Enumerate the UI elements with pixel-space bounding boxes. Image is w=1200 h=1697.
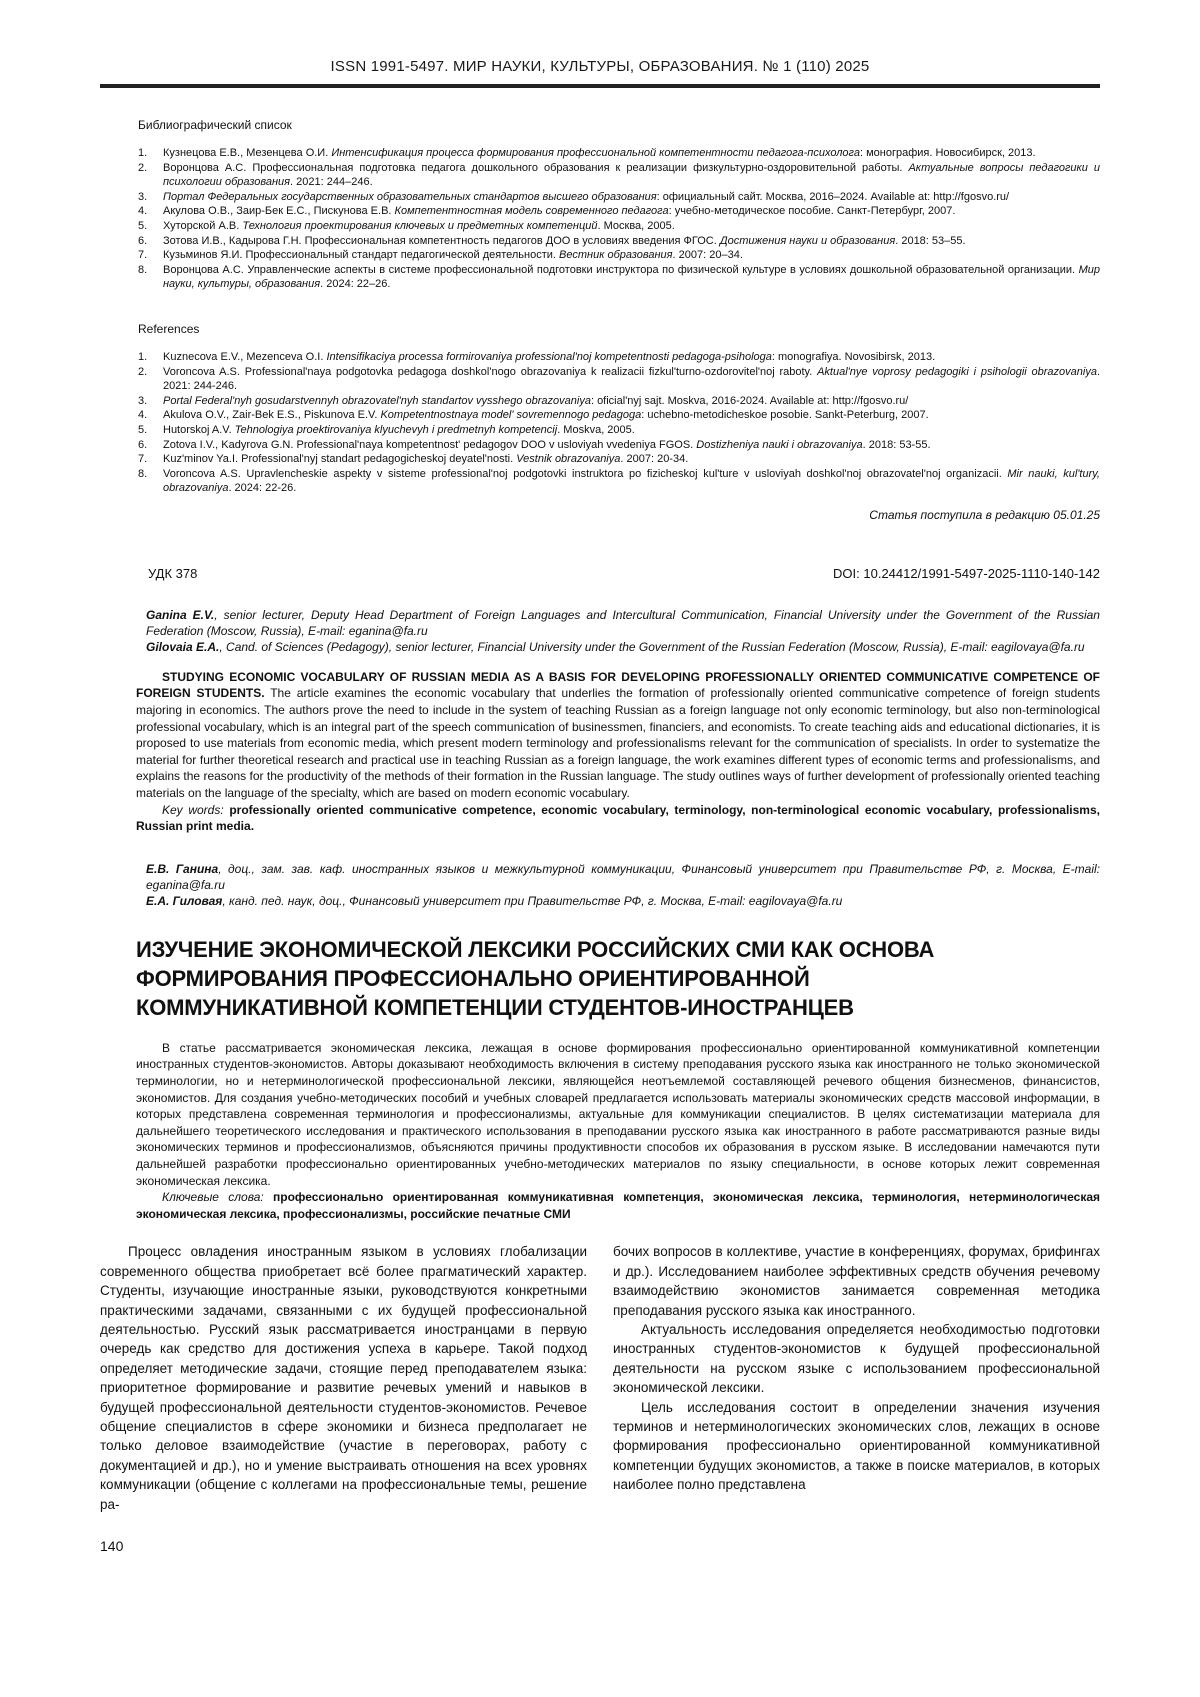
list-item-number: 1. xyxy=(138,147,148,159)
title-line: ФОРМИРОВАНИЯ ПРОФЕССИОНАЛЬНО ОРИЕНТИРОВАННОЙ xyxy=(136,965,810,991)
author-entry: Е.В. Ганина, доц., зам. зав. каф. иностранных языков и межкультурной коммуникации, Финансовый университет при Правительстве РФ, г. Москва, E-mail: eganina@fa.ru xyxy=(146,861,1100,892)
list-item xyxy=(138,467,1100,496)
list-item-number: 6. xyxy=(138,438,148,451)
list-item-text: Akulova O.V., Zair-Bek E.S., Piskunova E.V. Kompetentnostnaya model' sovremennogo pedagoga: uchebno-metodicheskoe posobie. Sankt-Peterburg, 2007. xyxy=(163,409,929,422)
abstract-en xyxy=(136,669,1100,835)
title-line: КОММУНИКАТИВНОЙ КОМПЕТЕНЦИИ СТУДЕНТОВ-ИНОСТРАНЦЕВ xyxy=(136,994,854,1020)
list-item xyxy=(138,394,1100,409)
meta-row xyxy=(148,566,1100,581)
list-item xyxy=(138,146,1100,161)
list-item-number: 3. xyxy=(138,190,148,203)
column-left xyxy=(100,1242,587,1514)
list-item-number: 4. xyxy=(138,205,148,218)
keywords-en: Key words: professionally oriented communicative competence, economic vocabulary, terminology, non-terminological economic vocabulary, professionalisms, Russian print media. xyxy=(136,802,1100,834)
article-title-ru xyxy=(136,935,1100,1022)
list-item-text: Voroncova A.S. Professional'naya podgotovka pedagoga doshkol'nogo obrazovaniya k realizacii fizkul'turno-ozdorovitel'noj raboty. Aktual'nye voprosy pedagogiki i psihologii obrazovaniya. 2021: 244-246. xyxy=(163,365,1100,393)
author-entry: Е.А. Гиловая, канд. пед. наук, доц., Финансовый университет при Правительстве РФ, г. Москва, E-mail: eagilovaya@fa.ru xyxy=(146,893,843,908)
list-item-number: 6. xyxy=(138,234,148,247)
list-item-text: Воронцова А.С. Профессиональная подготовка педагога дошкольного образования к реализации физкультурно-оздоровительной работы. Актуальные вопросы педагогики и психологии образования. 2021: 244–246. xyxy=(163,161,1100,189)
list-item xyxy=(138,408,1100,423)
list-item-number: 7. xyxy=(138,249,148,262)
author-entry: Ganina E.V., senior lecturer, Deputy Head Department of Foreign Languages and Intercultural Communication, Financial University under the Government of the Russian Federation (Moscow, Russia), E-mail: eganina@fa.ru xyxy=(146,607,1100,638)
list-item-number: 2. xyxy=(138,365,148,378)
references-list xyxy=(138,350,1100,496)
bibliography-heading: Библиографический список xyxy=(138,118,292,132)
list-item xyxy=(138,438,1100,453)
list-item xyxy=(138,190,1100,205)
list-item-text: Воронцова А.С. Управленческие аспекты в системе профессиональной подготовки инструктора по физической культуре в условиях дошкольной образовательной организации. Мир науки, культуры, образования. 2024: 22–26. xyxy=(163,263,1100,291)
page-number: 140 xyxy=(100,1538,124,1555)
list-item-text: Portal Federal'nyh gosudarstvennyh obrazovatel'nyh standartov vysshego obrazovaniya: oficial'nyj sajt. Moskva, 2016-2024. Available at: http://fgosvo.ru/ xyxy=(163,394,909,407)
title-line: ИЗУЧЕНИЕ ЭКОНОМИЧЕСКОЙ ЛЕКСИКИ РОССИЙСКИХ СМИ КАК ОСНОВА xyxy=(136,936,935,962)
paragraph: Цель исследования состоит в определении значения изучения терминов и нетерминологических экономических слов, лежащих в основе формирования профессионально ориентированной коммуникативной компетенции будущих экономистов, а также в поиске материалов, в которых наиболее полно представлена xyxy=(613,1399,1100,1493)
header-rule xyxy=(100,84,1100,88)
list-item-number: 5. xyxy=(138,219,148,232)
udk-label: УДК 378 xyxy=(148,565,198,581)
list-item-number: 8. xyxy=(138,263,148,276)
list-item-number: 8. xyxy=(138,467,148,480)
author-entry: Gilovaia E.A., Cand. of Sciences (Pedagogy), senior lecturer, Financial University under the Government of the Russian Federation (Moscow, Russia), E-mail: eagilovaya@fa.ru xyxy=(146,639,1085,654)
list-item xyxy=(138,423,1100,438)
list-item-text: Hutorskoj A.V. Tehnologiya proektirovaniya klyuchevyh i predmetnyh kompetencij. Moskva, 2005. xyxy=(163,423,635,436)
body-columns xyxy=(100,1242,1100,1514)
list-item-text: Зотова И.В., Кадырова Г.Н. Профессиональная компетентность педагогов ДОО в условиях введения ФГОС. Достижения науки и образования. 2018: 53–55. xyxy=(163,234,966,247)
paragraph: Актуальность исследования определяется необходимостью подготовки иностранных студентов-экономистов к будущей профессиональной деятельности на русском языке с использованием профессиональной экономической лексики. xyxy=(613,1321,1100,1396)
list-item xyxy=(138,204,1100,219)
abstract-ru xyxy=(136,1040,1100,1223)
list-item-number: 3. xyxy=(138,394,148,407)
list-item-text: Kuznecova E.V., Mezenceva O.I. Intensifikaciya processa formirovaniya professional'noj kompetentnosti pedagoga-psihologa: monografiya. Novosibirsk, 2013. xyxy=(163,350,936,363)
references-heading: References xyxy=(138,321,200,336)
list-item xyxy=(138,234,1100,249)
keywords-ru: Ключевые слова: профессионально ориентированная коммуникативная компетенция, экономическая лексика, терминология, нетерминологическая экономическая лексика, профессионализмы, российские печатные СМИ xyxy=(136,1190,1101,1221)
list-item-text: Voroncova A.S. Upravlencheskie aspekty v sisteme professional'noj podgotovki instruktora po fizicheskoj kul'ture v usloviyah doshkol'noj obrazovatel'noj organizacii. Mir nauki, kul'tury, obrazovaniya. 2024: 22-26. xyxy=(163,467,1100,495)
list-item-text: Kuz'minov Ya.I. Professional'nyj standart pedagogicheskoj deyatel'nosti. Vestnik obrazovaniya. 2007: 20-34. xyxy=(163,453,689,466)
list-item-text: Кузнецова Е.В., Мезенцева О.И. Интенсификация процесса формирования профессиональной компетентности педагога-психолога: монография. Новосибирск, 2013. xyxy=(163,147,1036,159)
list-item-number: 4. xyxy=(138,409,148,422)
list-item xyxy=(138,350,1100,365)
authors-en xyxy=(146,607,1100,655)
list-item xyxy=(138,219,1100,234)
received-note: Статья поступила в редакцию 05.01.25 xyxy=(869,507,1100,522)
list-item-text: Хуторской А.В. Технология проектирования ключевых и предметных компетенций. Москва, 2005. xyxy=(163,219,675,232)
column-right xyxy=(613,1242,1100,1514)
list-item-number: 1. xyxy=(138,350,148,363)
list-item-text: Портал Федеральных государственных образовательных стандартов высшего образования: официальный сайт. Москва, 2016–2024. Available at: http://fgosvo.ru/ xyxy=(163,190,1010,203)
doi-label: DOI: 10.24412/1991-5497-2025-1110-140-142 xyxy=(833,565,1100,581)
bibliography-section xyxy=(138,118,1100,292)
list-item-number: 2. xyxy=(138,161,148,174)
list-item-number: 7. xyxy=(138,453,148,466)
list-item xyxy=(138,248,1100,263)
list-item xyxy=(138,365,1100,394)
journal-header-line: ISSN 1991-5497. МИР НАУКИ, КУЛЬТУРЫ, ОБРАЗОВАНИЯ. № 1 (110) 2025 xyxy=(330,58,870,75)
paragraph: Процесс овладения иностранным языком в условиях глобализации современного общества приобретает всё более прагматический характер. Студенты, изучающие иностранные языки, руководствуются конкретными практическими задачами, связанными с их будущей профессиональной деятельностью. Русский язык рассматривается иностранцами в первую очередь как средство для достижения успеха в карьере. Такой подход определяет методические задачи, стоящие перед преподавателем языка: приоритетное формирование и развитие речевых умений и навыков в будущей профессиональной деятельности студентов-экономистов. Речевое общение специалистов в сфере экономики и бизнеса предполагает не только деловое взаимодействие (участие в переговорах, работу с документацией и др.), но и умение выстраивать отношения на всех уровнях коммуникации (общение с коллегами на профессиональные темы, решение ра- xyxy=(100,1244,587,1512)
list-item xyxy=(138,263,1100,292)
paragraph: бочих вопросов в коллективе, участие в конференциях, форумах, брифингах и др.). Исследованием наиболее эффективных средств обучения речевому взаимодействию экономистов занимается современная методика преподавания русского языка как иностранного. xyxy=(613,1244,1100,1318)
abstract-en-text: STUDYING ECONOMIC VOCABULARY OF RUSSIAN MEDIA AS A BASIS FOR DEVELOPING PROFESSIONALLY ORIENTED COMMUNICATIVE COMPETENCE OF FOREIGN STUDENTS. The article examines the economic vocabulary that underlies the formation of professionally oriented communicative competence of foreign students majoring in economics. The authors prove the need to include in the system of teaching Russian as a foreign language not only economic terminology, but also non-terminological professional vocabulary, which is an integral part of the speech communication of businessmen, financiers, and economists. To create teaching aids and educational dictionaries, it is proposed to use materials from economic media, which present modern terminology and professionalisms relevant for the communication of specialists. In order to systematize the material for further theoretical research and practical use in teaching Russian as a foreign language, the work examines different types of economic terms and professionalisms, and explains the reasons for the productivity of the methods of their formation in the Russian language. The study outlines ways of further development of professionally oriented teaching materials on the language of the specialty, which are based on modern economic vocabulary. xyxy=(136,669,1100,801)
bibliography-list xyxy=(138,146,1100,292)
references-section xyxy=(138,322,1100,496)
list-item xyxy=(138,161,1100,190)
list-item xyxy=(138,452,1100,467)
list-item-number: 5. xyxy=(138,423,148,436)
authors-ru xyxy=(146,861,1100,909)
list-item-text: Zotova I.V., Kadyrova G.N. Professional'naya kompetentnost' pedagogov DOO v usloviyah vvedeniya FGOS. Dostizheniya nauki i obrazovaniya. 2018: 53-55. xyxy=(163,438,931,451)
list-item-text: Акулова О.В., Заир-Бек Е.С., Пискунова Е.В. Компетентностная модель современного педагога: учебно-методическое пособие. Санкт-Петербург, 2007. xyxy=(163,205,956,218)
list-item-text: Кузьминов Я.И. Профессиональный стандарт педагогической деятельности. Вестник образования. 2007: 20–34. xyxy=(163,249,743,262)
abstract-ru-text: В статье рассматривается экономическая лексика, лежащая в основе формирования профессионально ориентированной коммуникативной компетенции иностранных студентов-экономистов. Авторы доказывают необходимость включения в систему преподавания русского языка как иностранного не только экономической терминологии, но и нетерминологической профессиональной лексики, являющейся неотъемлемой составляющей речевого общения бизнесменов, финансистов, экономистов. Для создания учебно-методических пособий и учебных словарей предлагается использовать материалы экономических средств массовой информации, в которых представлена современная терминология и профессионализмы, актуальные для коммуникации специалистов. В целях систематизации материала для дальнейшего теоретического исследования и практического использования в преподавании русского языка как иностранного в работе рассматриваются разные виды экономических терминов и профессионализмов, объясняются причины продуктивности способов их образования в русском языке. В исследовании намечаются пути дальнейшей разработки профессионально ориентированных учебно-методических материалов по языку специальности, в основе которых лежит современная экономическая лексика. xyxy=(136,1040,1100,1188)
